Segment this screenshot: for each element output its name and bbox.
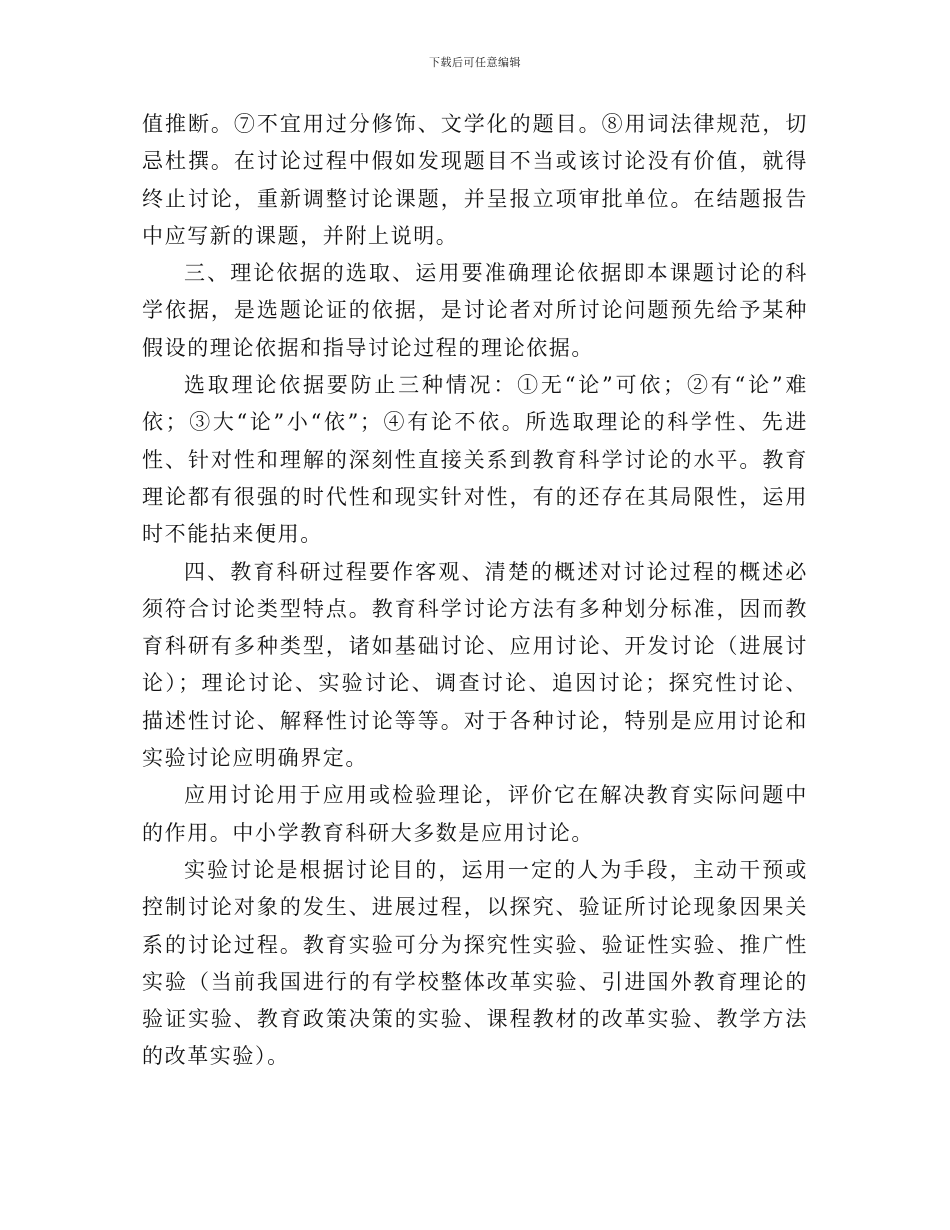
- document-body: [142, 106, 808, 1076]
- paragraph-applied-research: 应用讨论用于应用或检验理论，评价它在解决教育实际问题中的作用。中小学教育科研大多数是应用讨论。: [142, 783, 808, 845]
- paragraph-continuation: 值推断。⑦不宜用过分修饰、文学化的题目。⑧用词法律规范，切忌杜撰。在讨论过程中假如发现题目不当或该讨论没有价值，就得终止讨论，重新调整讨论课题，并呈报立项审批单位。在结题报告中应写新的课题，并附上说明。: [142, 112, 808, 248]
- page-header: 下载后可任意编辑: [429, 56, 521, 69]
- paragraph-research-process: 四、教育科研过程要作客观、清楚的概述对讨论过程的概述必须符合讨论类型特点。教育科学讨论方法有多种划分标准，因而教育科研有多种类型，诸如基础讨论、应用讨论、开发讨论（进展讨论）；理论讨论、实验讨论、调查讨论、追因讨论；探究性讨论、描述性讨论、解释性讨论等等。对于各种讨论，特别是应用讨论和实验讨论应明确界定。: [142, 559, 808, 771]
- paragraph-theory-selection: 选取理论依据要防止三种情况：①无“论”可依；②有“论”难依；③大“论”小“依”；④有论不依。所选取理论的科学性、先进性、针对性和理解的深刻性直接关系到教育科学讨论的水平。教育理论都有很强的时代性和现实针对性，有的还存在其局限性，运用时不能拈来便用。: [142, 373, 808, 547]
- paragraph-theory-basis: 三、理论依据的选取、运用要准确理论依据即本课题讨论的科学依据，是选题论证的依据，是讨论者对所讨论问题预先给予某种假设的理论依据和指导讨论过程的理论依据。: [142, 261, 808, 360]
- paragraph-experimental-research: 实验讨论是根据讨论目的，运用一定的人为手段，主动干预或控制讨论对象的发生、进展过程，以探究、验证所讨论现象因果关系的讨论过程。教育实验可分为探究性实验、验证性实验、推广性实验（当前我国进行的有学校整体改革实验、引进国外教育理论的验证实验、教育政策决策的实验、课程教材的改革实验、教学方法的改革实验）。: [142, 857, 808, 1069]
